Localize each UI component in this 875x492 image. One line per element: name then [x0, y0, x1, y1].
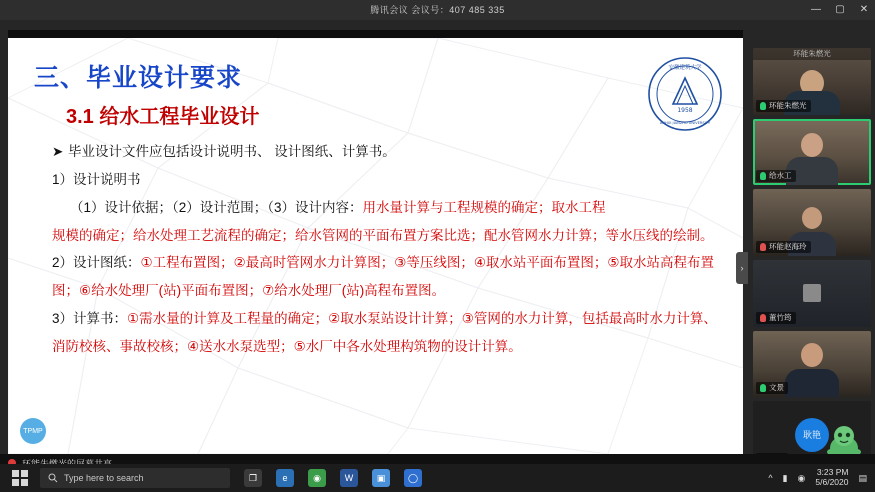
clock-date: 5/6/2020: [815, 477, 849, 487]
mic-muted-icon: [760, 243, 766, 251]
participant-video-rail: [753, 48, 871, 468]
slide-line-8-red: 消防校核、事故校核；④送水水泵选型；⑤水厂中各水处理构筑物的设计计算。: [52, 339, 522, 355]
close-button[interactable]: ✕: [859, 4, 869, 15]
slide-heading: 三、毕业设计要求: [34, 64, 243, 92]
participant-name-badge: [756, 241, 811, 253]
taskbar-app-word[interactable]: W: [340, 469, 358, 487]
slide-line-5: [52, 252, 725, 274]
slide-line-6: [52, 280, 725, 302]
video-tile[interactable]: [753, 331, 871, 398]
tray-chevron-icon[interactable]: ^: [768, 473, 773, 483]
slide-line-1: [52, 141, 725, 163]
mic-muted-icon: [760, 314, 766, 322]
participant-avatar: 耿艳: [795, 418, 829, 452]
panel-collapse-handle[interactable]: ›: [736, 252, 748, 284]
slide-line-4-red: 规模的确定；给水处理工艺流程的确定；给水管网的平面布置方案比选；配水管网水力计算；等水压线的绘制。: [52, 227, 714, 243]
svg-text:安徽建筑大学: 安徽建筑大学: [668, 65, 702, 71]
tray-network-icon[interactable]: ▮: [782, 472, 788, 483]
svg-text:ANHUI JIANZHU UNIVERSITY: ANHUI JIANZHU UNIVERSITY: [659, 121, 711, 125]
participant-name: 文景: [769, 383, 784, 393]
minimize-button[interactable]: —: [811, 4, 821, 15]
slide-line-3: [70, 197, 725, 219]
taskbar-app-photos[interactable]: ▣: [372, 469, 390, 487]
slide-watermark: TPMP: [20, 418, 46, 444]
participant-name: 给水工: [769, 171, 792, 181]
mic-icon: [760, 172, 766, 180]
arrow-bullet-icon: ➤: [52, 144, 64, 159]
start-button[interactable]: [0, 464, 40, 492]
taskbar-app-icons: [244, 469, 422, 487]
taskbar-search-placeholder: Type here to search: [64, 473, 144, 483]
slide-subheading: 3.1 给水工程毕业设计: [66, 106, 260, 128]
shared-screen-area[interactable]: [8, 30, 743, 470]
slide-line-1-text: 毕业设计文件应包括设计说明书、 设计图纸、计算书。: [68, 144, 396, 159]
presentation-slide: [8, 38, 743, 454]
taskbar-app-edge[interactable]: e: [276, 469, 294, 487]
mic-icon: [760, 102, 766, 110]
participant-name-badge: [756, 382, 788, 394]
university-logo: [647, 56, 723, 132]
participant-name-badge: [756, 170, 796, 182]
slide-line-5-black: 2）设计图纸：: [52, 255, 141, 271]
meeting-stage: [0, 20, 875, 464]
window-controls: [809, 0, 871, 20]
participant-name: 环能朱燃光: [769, 100, 807, 110]
slide-line-7-black: 3）计算书：: [52, 311, 128, 327]
taskbar-app-chrome[interactable]: ◉: [308, 469, 326, 487]
tray-volume-icon[interactable]: ◉: [797, 472, 806, 483]
windows-taskbar: [0, 464, 875, 492]
slide-line-8: [52, 336, 725, 358]
slide-line-6-red: 图；⑥给水处理厂(站)平面布置图；⑦给水处理厂(站)高程布置图。: [52, 283, 446, 299]
taskbar-search-box[interactable]: [40, 468, 230, 488]
slide-line-3-red: 用水量计算与工程规模的确定；取水工程: [362, 199, 606, 215]
video-tile[interactable]: [753, 189, 871, 256]
video-tile[interactable]: [753, 260, 871, 327]
participant-name: 环能赵海玲: [769, 242, 807, 252]
taskbar-app-task-view[interactable]: ❐: [244, 469, 262, 487]
slide-content: [8, 38, 743, 358]
taskbar-clock[interactable]: [815, 468, 848, 488]
system-tray: [768, 468, 875, 488]
mic-icon: [760, 384, 766, 392]
window-title: 腾讯会议 会议号：407 485 335: [370, 5, 505, 15]
slide-line-7: [52, 308, 725, 330]
search-icon: [48, 473, 58, 483]
participant-name-badge: [756, 312, 796, 324]
notification-center-icon[interactable]: ▤: [858, 472, 867, 483]
taskbar-app-tencent-meeting[interactable]: ◯: [404, 469, 422, 487]
slide-line-5-red: ①工程布置图；②最高时管网水力计算图；③等压线图；④取水站平面布置图；⑤取水站高程布置: [140, 255, 715, 271]
slide-line-4: [52, 225, 725, 247]
title-bar: [0, 0, 875, 21]
participant-name-badge: [756, 100, 811, 112]
slide-line-3-black: （1）设计依据；（2）设计范围；（3）设计内容：: [70, 199, 363, 215]
svg-text:1958: 1958: [677, 107, 693, 114]
video-tile[interactable]: [753, 48, 871, 115]
slide-line-2: 1）设计说明书: [52, 171, 141, 187]
slide-body: [30, 141, 725, 358]
windows-logo-icon: [12, 470, 28, 486]
video-tile-header: 环能朱燃光: [753, 48, 871, 60]
video-tile[interactable]: [753, 119, 871, 186]
participant-name: 董竹筠: [769, 312, 792, 322]
slide-line-7-red: ①需水量的计算及工程量的确定；②取水泵站设计计算；③管网的水力计算，包括最高时水力计算、: [127, 311, 717, 327]
clock-time: 3:23 PM: [816, 467, 849, 478]
maximize-button[interactable]: ▢: [835, 4, 845, 15]
